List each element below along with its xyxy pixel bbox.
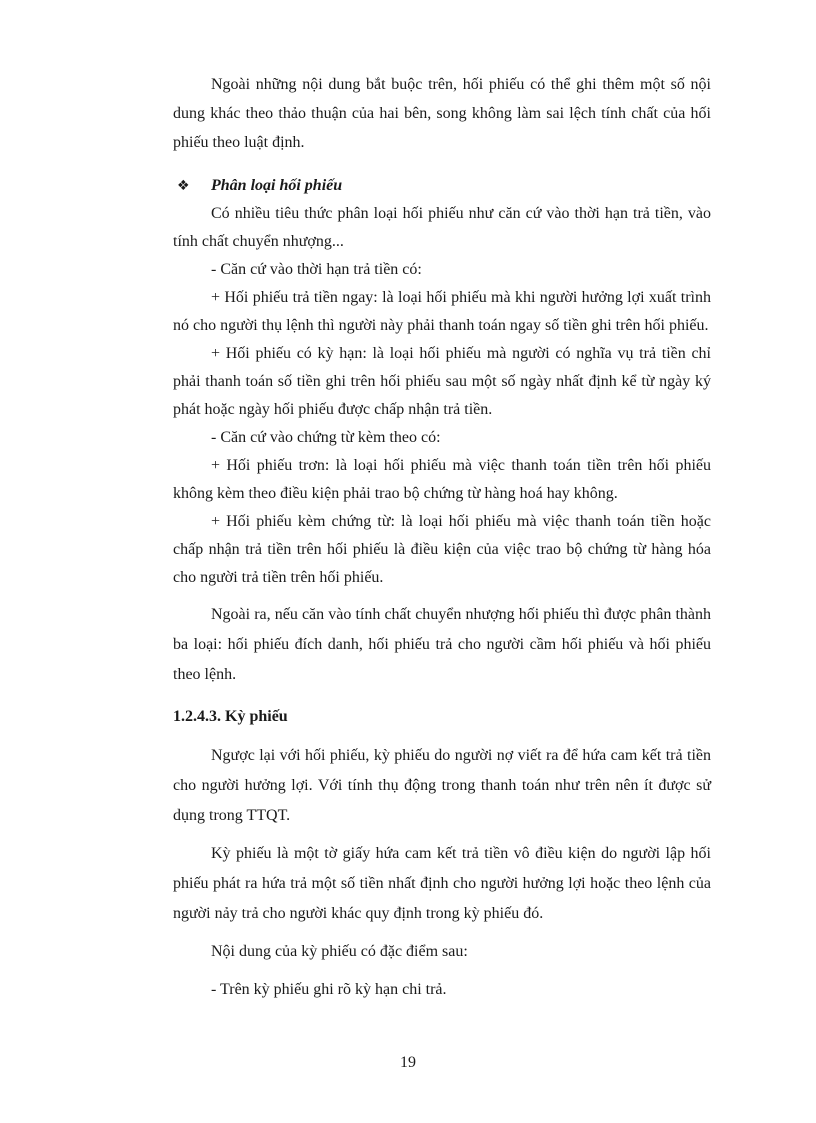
paragraph-classification-criteria: Có nhiều tiêu thức phân loại hối phiếu như căn cứ vào thời hạn trả tiền, vào tính chất chuyển nhượng... (173, 205, 711, 250)
paragraph-by-documents: - Căn cứ vào chứng từ kèm theo có: (211, 429, 441, 446)
paragraph-promissory-features: Nội dung của kỳ phiếu có đặc điểm sau: (211, 943, 468, 960)
paragraph-transfer-types: Ngoài ra, nếu căn vào tính chất chuyển nhượng hối phiếu thì được phân thành ba loại: hối phiếu đích danh, hối phiếu trả cho người cầm hối phiếu và hối phiếu theo lệnh. (173, 606, 711, 683)
section-title-promissory-note: 1.2.4.3. Kỳ phiếu (173, 708, 288, 725)
paragraph-sight-draft: + Hối phiếu trả tiền ngay: là loại hối phiếu mà khi người hưởng lợi xuất trình nó cho người thụ lệnh thì người này phải thanh toán ngay số tiền ghi trên hối phiếu. (173, 289, 711, 334)
paragraph-promissory-intro: Ngược lại với hối phiếu, kỳ phiếu do người nợ viết ra để hứa cam kết trả tiền cho người hưởng lợi. Với tính thụ động trong thanh toán như trên nên ít được sử dụng trong TTQT. (173, 747, 711, 824)
paragraph-additional-content: Ngoài những nội dung bắt buộc trên, hối phiếu có thể ghi thêm một số nội dung khác theo thảo thuận của hai bên, song không làm sai lệch tính chất của hối phiếu theo luật định. (173, 76, 711, 151)
heading-classification (173, 172, 711, 200)
paragraph-documentary-draft: + Hối phiếu kèm chứng từ: là loại hối phiếu mà việc thanh toán tiền hoặc chấp nhận trả tiền trên hối phiếu là điều kiện của việc trao bộ chứng từ hàng hóa cho người trả tiền trên hối phiếu. (173, 513, 711, 586)
paragraph-clean-draft: + Hối phiếu trơn: là loại hối phiếu mà việc thanh toán tiền trên hối phiếu không kèm theo điều kiện phải trao bộ chứng từ hàng hoá hay không. (173, 457, 711, 502)
diamond-bullet-icon: ❖ (177, 178, 190, 194)
paragraph-promissory-definition: Kỳ phiếu là một tờ giấy hứa cam kết trả tiền vô điều kiện do người lập hối phiếu phát ra hứa trả một số tiền nhất định cho người hưởng lợi hoặc theo lệnh của người nảy trả cho người khác quy định trong kỳ phiếu đó. (173, 845, 711, 922)
paragraph-time-draft: + Hối phiếu có kỳ hạn: là loại hối phiếu mà người có nghĩa vụ trả tiền chỉ phải thanh toán số tiền ghi trên hối phiếu sau một số ngày nhất định kể từ ngày ký phát hoặc ngày hối phiếu được chấp nhận trả tiền. (173, 345, 711, 418)
heading-classification-text: Phân loại hối phiếu (211, 177, 343, 194)
paragraph-by-payment-term: - Căn cứ vào thời hạn trả tiền có: (211, 261, 422, 278)
page-number: 19 (400, 1054, 416, 1071)
page-content (173, 70, 711, 1005)
paragraph-promissory-term: - Trên kỳ phiếu ghi rõ kỳ hạn chi trả. (211, 981, 447, 998)
